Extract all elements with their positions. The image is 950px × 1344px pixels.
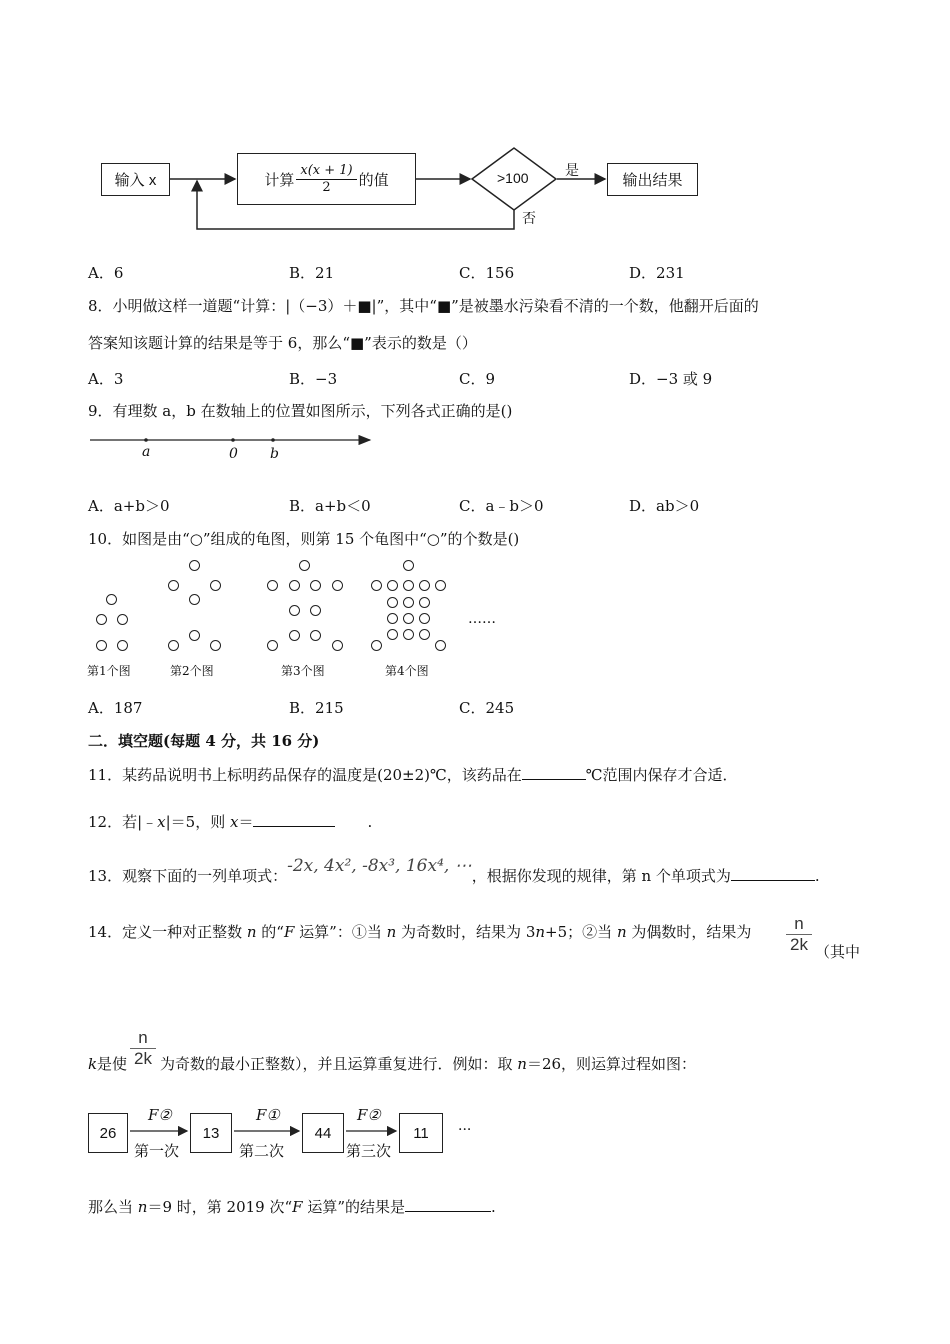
q14-fraction-1 bbox=[786, 914, 812, 955]
turtle-circle bbox=[403, 597, 414, 608]
turtle-circle bbox=[403, 629, 414, 640]
q11-after: ℃范围内保存才合适． bbox=[585, 766, 738, 784]
turtle-circle bbox=[419, 629, 430, 640]
turtle-circle bbox=[419, 597, 430, 608]
turtle-circle bbox=[435, 580, 446, 591]
q14-text-segment: 为奇数的最小正整数），并且运算重复进行．例如：取 bbox=[160, 1055, 518, 1073]
turtle-circle bbox=[387, 613, 398, 624]
q14-text-segment: . bbox=[491, 1198, 496, 1216]
q10-option-b[interactable]: B．215 bbox=[289, 699, 344, 717]
chain-box-4: 11 bbox=[399, 1113, 443, 1153]
q14-var-n: n bbox=[616, 923, 627, 941]
turtle-circle bbox=[189, 594, 200, 605]
q13-after: ，根据你发现的规律，第 n 个单项式为 bbox=[471, 867, 731, 885]
q9-option-a[interactable]: A．a+b＞0 bbox=[88, 497, 170, 515]
number-line-point-b bbox=[271, 438, 275, 442]
q8-option-d[interactable]: D．−3 或 9 bbox=[629, 370, 713, 388]
chain-step-1: 第一次 bbox=[134, 1142, 180, 1160]
turtle-circle bbox=[210, 580, 221, 591]
q12-before: 12．若|﹣ bbox=[88, 813, 158, 831]
q14-line2-a: 是使 bbox=[97, 1055, 128, 1073]
flow-decision-label: >100 bbox=[497, 170, 529, 186]
flow-output-box: 输出结果 bbox=[607, 163, 698, 196]
number-line-point-0 bbox=[231, 438, 235, 442]
flow-compute-denominator: 2 bbox=[296, 179, 356, 196]
turtle-circle bbox=[299, 560, 310, 571]
flow-no-label: 否 bbox=[522, 211, 536, 227]
turtle-circle bbox=[419, 580, 430, 591]
turtle-circle bbox=[189, 630, 200, 641]
q9-text: 9．有理数 a，b 在数轴上的位置如图所示，下列各式正确的是() bbox=[88, 402, 513, 420]
q14-text-segment: 运算”：①当 bbox=[294, 923, 387, 941]
q14-line1-end: （其中 bbox=[815, 943, 861, 961]
q11-answer-blank[interactable] bbox=[522, 765, 586, 780]
turtle-circle bbox=[289, 605, 300, 616]
turtle-circle bbox=[310, 605, 321, 616]
q14-text-segment: 为偶数时，结果为 bbox=[626, 923, 752, 941]
turtle-caption-4: 第4个图 bbox=[385, 664, 429, 678]
turtle-circle bbox=[371, 580, 382, 591]
q14-text-segment: 为奇数时，结果为 3 bbox=[396, 923, 536, 941]
q12-text bbox=[88, 812, 372, 832]
turtle-circle bbox=[387, 629, 398, 640]
chain-op-1: F② bbox=[148, 1106, 172, 1124]
q8-option-b[interactable]: B．−3 bbox=[289, 370, 338, 388]
q10-option-a[interactable]: A．187 bbox=[88, 699, 143, 717]
turtle-circle bbox=[387, 597, 398, 608]
q9-option-d[interactable]: D．ab＞0 bbox=[629, 497, 700, 515]
q9-option-b[interactable]: B．a+b＜0 bbox=[289, 497, 371, 515]
q14-answer-blank[interactable] bbox=[405, 1197, 491, 1212]
q14-text-segment: ＝9 时，第 2019 次“ bbox=[147, 1198, 293, 1216]
q12-var: x bbox=[157, 813, 166, 831]
turtle-circle bbox=[310, 580, 321, 591]
q13-end: . bbox=[814, 867, 820, 885]
flow-compute-prefix: 计算 bbox=[264, 171, 295, 189]
q8-option-c[interactable]: C．9 bbox=[459, 370, 496, 388]
q14-text-segment: +5；②当 bbox=[545, 923, 617, 941]
q14-text-segment: ＝26，则运算过程如图： bbox=[526, 1055, 697, 1073]
chain-box-1: 26 bbox=[88, 1113, 128, 1153]
q12-var2: x bbox=[230, 813, 239, 831]
q14-line2-b bbox=[160, 1054, 696, 1074]
turtle-circle bbox=[267, 580, 278, 591]
turtle-circle bbox=[403, 560, 414, 571]
flow-input-box: 输入 x bbox=[101, 163, 170, 196]
q7-option-b[interactable]: B．21 bbox=[289, 264, 335, 282]
turtle-circle bbox=[310, 630, 321, 641]
q14-var-f: F bbox=[292, 1198, 303, 1216]
turtle-circle bbox=[332, 640, 343, 651]
chain-box-2: 13 bbox=[190, 1113, 232, 1153]
q14-var-k: k bbox=[88, 1055, 98, 1073]
flow-yes-label: 是 bbox=[565, 163, 579, 179]
q10-option-c[interactable]: C．245 bbox=[459, 699, 515, 717]
number-line-point-a bbox=[144, 438, 148, 442]
turtle-circle bbox=[168, 580, 179, 591]
q14-var-n: n bbox=[535, 923, 546, 941]
turtle-circle bbox=[189, 560, 200, 571]
q13-before: 13．观察下面的一列单项式： bbox=[88, 867, 288, 885]
q14-text-segment: 那么当 bbox=[88, 1198, 138, 1216]
chain-op-3: F② bbox=[357, 1106, 381, 1124]
number-line-label-a: a bbox=[142, 444, 151, 460]
q7-option-d[interactable]: D．231 bbox=[629, 264, 685, 282]
turtle-circle bbox=[106, 594, 117, 605]
q14-var-f: F bbox=[283, 923, 295, 941]
turtle-circle bbox=[435, 640, 446, 651]
q14-fraction-numerator: n bbox=[138, 1028, 148, 1047]
q12-answer-blank[interactable] bbox=[253, 812, 335, 827]
turtle-circle bbox=[387, 580, 398, 591]
chain-box-3: 44 bbox=[302, 1113, 344, 1153]
turtle-circle bbox=[371, 640, 382, 651]
turtle-circle bbox=[168, 640, 179, 651]
q7-option-a[interactable]: A．6 bbox=[88, 264, 124, 282]
q14-text-segment: 的“ bbox=[256, 923, 284, 941]
q10-text: 10．如图是由“○”组成的龟图，则第 15 个龟图中“○”的个数是() bbox=[88, 530, 520, 548]
q12-eq: ＝ bbox=[238, 813, 254, 831]
q13-answer-blank[interactable] bbox=[731, 866, 815, 881]
q7-option-c[interactable]: C．156 bbox=[459, 264, 515, 282]
q14-text-segment: 运算”的结果是 bbox=[302, 1198, 406, 1216]
q14-var-n: n bbox=[386, 923, 397, 941]
q8-text-line1: 8．小明做这样一道题“计算：|（−3）＋■|”，其中“■”是被墨水污染看不清的一个数，他翻开后面的 bbox=[88, 297, 759, 315]
q8-text-line2: 答案知该题计算的结果是等于 6，那么“■”表示的数是（） bbox=[88, 334, 477, 352]
turtle-circle bbox=[419, 613, 430, 624]
turtle-circle bbox=[403, 613, 414, 624]
turtle-circle bbox=[289, 580, 300, 591]
turtle-circle bbox=[96, 614, 107, 625]
q14-fraction-numerator: n bbox=[794, 914, 804, 933]
flow-lines bbox=[0, 0, 950, 260]
q14-line1 bbox=[88, 922, 751, 942]
chain-op-2: F① bbox=[256, 1106, 280, 1124]
q14-var-n: n bbox=[517, 1055, 527, 1073]
flow-compute-suffix: 的值 bbox=[358, 171, 389, 189]
flow-compute-numerator: x(x + 1) bbox=[300, 162, 353, 178]
turtle-caption-2: 第2个图 bbox=[170, 664, 214, 678]
q12-mid: |＝5，则 bbox=[165, 813, 230, 831]
turtle-circle bbox=[210, 640, 221, 651]
q14-fraction-denominator: 2k bbox=[130, 1048, 156, 1069]
q14-line3 bbox=[88, 1197, 496, 1217]
number-line-label-0: 0 bbox=[229, 446, 238, 462]
turtle-circle bbox=[96, 640, 107, 651]
chain-ellipsis: ··· bbox=[458, 1122, 472, 1138]
q14-var-n: n bbox=[137, 1198, 148, 1216]
q8-option-a[interactable]: A．3 bbox=[88, 370, 124, 388]
turtle-circle bbox=[267, 640, 278, 651]
turtle-caption-1: 第1个图 bbox=[87, 664, 131, 678]
turtle-circle bbox=[332, 580, 343, 591]
chain-step-2: 第二次 bbox=[239, 1142, 285, 1160]
turtle-ellipsis: …… bbox=[468, 611, 496, 627]
number-line-label-b: b bbox=[270, 446, 279, 462]
turtle-circle bbox=[289, 630, 300, 641]
turtle-circle bbox=[117, 640, 128, 651]
chain-step-3: 第三次 bbox=[346, 1142, 392, 1160]
q14-text-segment: 14．定义一种对正整数 bbox=[88, 923, 247, 941]
q11-before: 11．某药品说明书上标明药品保存的温度是(20±2)℃，该药品在 bbox=[88, 766, 522, 784]
q11-text bbox=[88, 765, 738, 785]
q14-var-n: n bbox=[246, 923, 257, 941]
section-heading: 二．填空题(每题 4 分，共 16 分) bbox=[88, 732, 320, 750]
q13-text bbox=[88, 856, 820, 886]
turtle-caption-3: 第3个图 bbox=[281, 664, 325, 678]
q14-fraction-2 bbox=[130, 1028, 156, 1069]
q14-fraction-denominator: 2k bbox=[786, 934, 812, 955]
q12-end: . bbox=[367, 813, 373, 831]
q13-series: -2x, 4x², -8x³, 16x⁴, ⋯ bbox=[287, 856, 472, 876]
turtle-circle bbox=[403, 580, 414, 591]
turtle-circle bbox=[117, 614, 128, 625]
q9-option-c[interactable]: C．a﹣b＞0 bbox=[459, 497, 544, 515]
